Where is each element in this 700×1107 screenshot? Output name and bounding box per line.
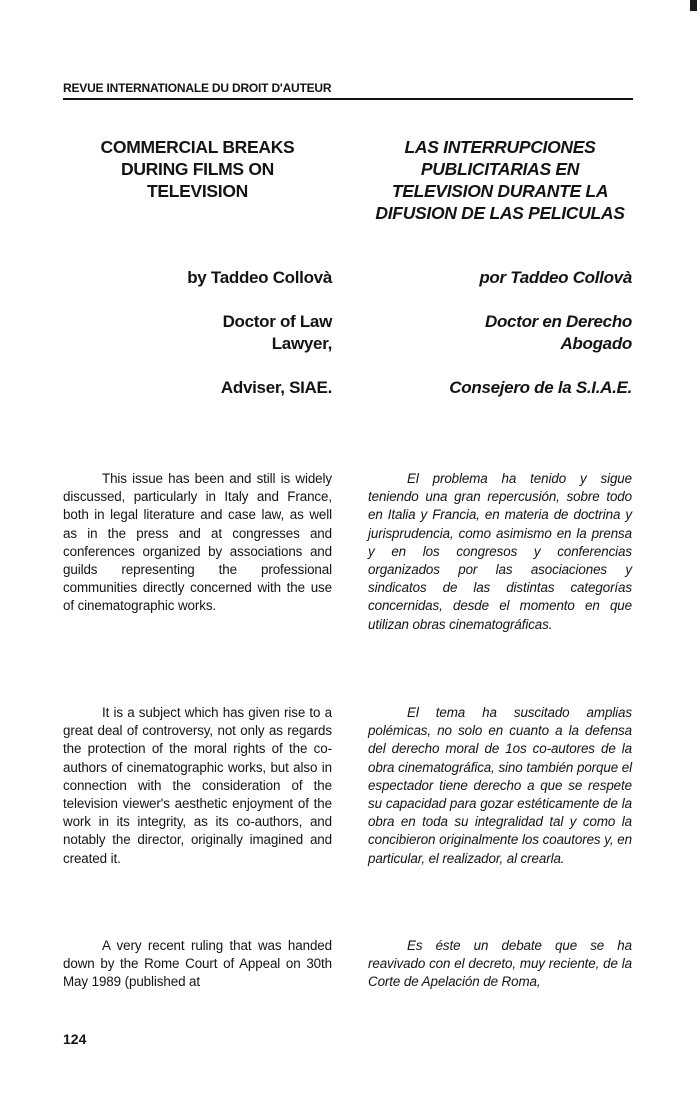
english-title-line: COMMERCIAL BREAKS [100,137,295,157]
spanish-paragraph-text: El problema ha tenido y sigue teniendo una gran repercusión, sobre todo en Italia y Francia, en materia de doctrina y jurisprudencia, como asimismo en la prensa y en los congresos y conferencias organizados por las asociaciones y sindicatos de las distintas categorías concernidas, desde el momento en que utilizan obras cinematográficas. [368,471,632,632]
english-title [63,136,332,202]
spanish-paragraph-3 [368,937,632,992]
spanish-author-name: por Taddeo Collovà [479,268,632,287]
english-author [63,267,332,289]
english-paragraph-text: It is a subject which has given rise to a great deal of controversy, not only as regards the protection of the moral rights of the co-authors of cinematographic works, but also in connection with the consideration of the television viewer's aesthetic enjoyment of the work in its integrity, as its co-authors, and notably the director, originally imagined and created it. [63,705,332,866]
spanish-title-line: PUBLICITARIAS EN [420,159,580,179]
english-paragraph-1 [63,470,332,616]
scan-corner-mark [690,0,697,11]
spanish-affiliation [368,377,632,399]
spanish-title-line: DIFUSION DE LAS PELICULAS [375,203,625,223]
spanish-paragraph-1 [368,470,632,634]
english-paragraph-3 [63,937,332,992]
spanish-title-line: LAS INTERRUPCIONES [404,137,596,157]
english-paragraph-2 [63,704,332,868]
english-affiliation [63,377,332,399]
english-title-line: DURING FILMS ON [121,159,274,179]
english-title-line: TELEVISION [146,181,249,201]
spanish-credential-role: Consejero de la S.I.A.E. [449,378,632,397]
spanish-paragraph-text: El tema ha suscitado amplias polémicas, no solo en cuanto a la defensa del derecho moral de 1os co-autores de la obra cinematográfica, sino también porque el espectador tiene derecho a que se respete su capacidad para gozar estéticamente de la obra en toda su integralidad tal y como la concibieron originalmente los coautores y, en particular, el realizador, al crearla. [368,705,632,866]
spanish-author [368,267,632,289]
spanish-title-line: TELEVISION DURANTE LA [391,181,609,201]
english-credential-degree: Doctor of Law [222,312,332,331]
spanish-title [368,136,632,224]
spanish-credential-profession: Abogado [560,334,632,353]
english-credential-role: Adviser, SIAE. [220,378,332,397]
spanish-paragraph-text: Es éste un debate que se ha reavivado con el decreto, muy reciente, de la Corte de Apelación de Roma, [368,938,632,990]
english-credential-profession: Lawyer, [271,334,332,353]
running-header: REVUE INTERNATIONALE DU DROIT D'AUTEUR [63,80,633,100]
page-number: 124 [63,1031,87,1047]
english-paragraph-text: A very recent ruling that was handed down by the Rome Court of Appeal on 30th May 1989 (published at [63,938,332,990]
spanish-paragraph-2 [368,704,632,868]
english-credentials [63,311,332,355]
english-paragraph-text: This issue has been and still is widely discussed, particularly in Italy and France, both in legal literature and case law, as well as in the press and at congresses and conferences organized by associations and guilds representing the professional communities directly concerned with the use of cinematographic works. [63,471,332,614]
spanish-credential-degree: Doctor en Derecho [485,312,632,331]
spanish-credentials [368,311,632,355]
english-author-name: by Taddeo Collovà [187,268,332,287]
